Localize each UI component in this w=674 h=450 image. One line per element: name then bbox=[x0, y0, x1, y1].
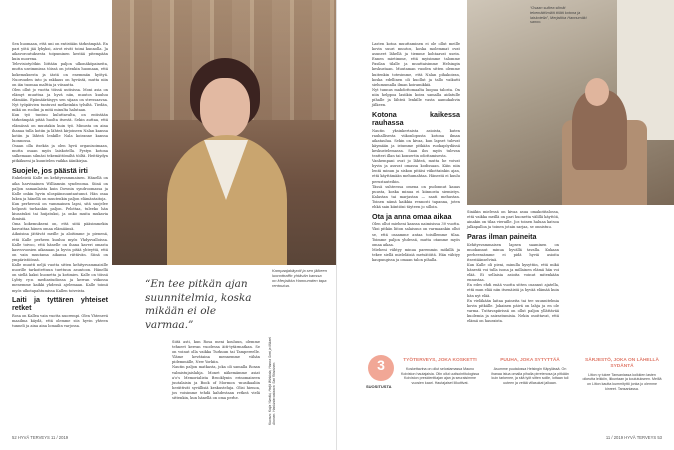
paragraph: Osaan olla itsekäs ja olen hyvä organisoimaan, mutta osaan myös laiskotella. Pystyn kotona sulkemaan silmäsi tekemättömiltä töiltä. Heittäydyn pitkäkseni ja kuuntelen vaikka äänikirjaa. bbox=[12, 143, 108, 164]
subheading: Kotona kaikessa rauhassa bbox=[372, 109, 460, 127]
paragraph: Kehitysvammaisen lapsen saaminen on muokannut minua hyvällä tavalla. Kukaan perheessämme ei pidä hyviä asioita itsestäänselvinä. bbox=[467, 242, 559, 262]
paragraph: Enkeleistä Kalle on kehitysvammainen. Hänellä on aika harvinainen Williamsin syndrooma. Siinä on paljon samanlaista kuin Downin syndroomassa ja Kalle onkin hyvin ulospäinsuuntautunut. Hän osaa lukea ja hänellä on muutenkin paljon elämäntaitoja. bbox=[12, 176, 108, 201]
recommendations-badge bbox=[368, 355, 394, 381]
paragraph: Siitä asti, kun Rosa meni kouluun, olemme tehneet kerran vuodessa äiti-tytärmatkan. Se on voinut olla vaikka Turkuun tai Tampereelle. Yläme kevätaina mennemme vähän pidemmälle, New Yorkiin. bbox=[172, 340, 260, 365]
tip-body: Asumme puutalossa Helsingin Käpylässä. On ihanaa istua omalla pihalla pirretenosa ja pitkään kuin tarkenee, ja sitä työt sitten soille, lottaan tuli uuteen ja vetää villasukat jalkaan. bbox=[491, 366, 569, 386]
badge-label: SUOSITUSTA bbox=[366, 384, 392, 389]
photo-caption-right: “Osaan sulkea silmät tekemättömiltä töiltä kotona ja laiskotella”, Merjaikka Hannumäki sanoo. bbox=[530, 6, 587, 25]
person-face-small bbox=[585, 78, 609, 106]
paragraph: Rosa on Kalleа vain vuotta nuorempi. Olen Yhtenevä maailma käydä, että olemme siis hyvin yhteen tunneli ja aina aina lomailin varjossa. bbox=[12, 314, 108, 329]
subheading: Ota ja anna omaa aikaa bbox=[372, 211, 452, 221]
tip-body: Liiton ry tukee Tansaniassa koikkien lasten oikeutta leikkiin, liikuntaan ja koulutukseen. Meillä on Liiton kautta kummityttö jonka jo olemme kinreet. Tansaniassa. bbox=[582, 372, 662, 391]
tip-item bbox=[400, 358, 480, 386]
tip-title: SÄRJESTÖ, JOKA ON LÄHELLÄ SYDÄNTÄ bbox=[585, 358, 659, 369]
subheading: Paras ilman paineita bbox=[467, 231, 537, 241]
page-footer-right: 11 / 2019 HYVÄ TERVEYS 53 bbox=[605, 435, 662, 440]
paragraph: Sen huomaan, että uni on entistään tärkeämpää. En pari yötä jää lyhyksi, aivot eivät toimi kunnolla. Ja aikavoroutuksesta toipuminen kestää pitempään kuin nuorena. bbox=[12, 42, 108, 62]
paragraph: Nautin yksinkertaista asioista, kuten rauhallisesta viikonlopusta kotona ilman aikataulua. Sekin on kivaa, kun lapset tulevat käymään ja istumme pitkään ruokapöydässä keskustelemassa. Saan ilos myös tulevan teatteri illan tai konsertin odottamisesta. bbox=[372, 128, 460, 159]
page-footer-left: 52 HYVÄ TERVEYS 11 / 2019 bbox=[12, 435, 69, 440]
paragraph: Tässä suhteessa omena on pudonnut kauas puusta, koska minua ei kiinnosta siemistys. Kalastan tai marjastan — saati mehustan. Toinen nämä kaikkia rennosti tapanna, joten ehkä sain kiintiöni täyteen jo silloin. bbox=[372, 184, 460, 210]
paragraph: Kun työ tuntuu kuluttavalta, on entistään tärkeämpää pitää huolta itsestä. Sekin auttaa, että elämässä on muutakin kuin työ. Minusta on aina ihanaa tulla kotiin ja lähteä kirjoineen Nalan kanssa kotiin ja lähteä lenkille Nala koiranne kanssa luonnossa. bbox=[12, 113, 108, 143]
paragraph: Nyt tunnus mahdottomaalta luopua talosta. On niin helppoa lasiikin koira samalla aidatulle pihalle ja lähteä lenkille vasta aamukahvin jälkeen. bbox=[372, 87, 460, 108]
paragraph: En edes ehdi enää vuotta sitten osannut ajatella, että mun elää niin itsenäistä ja hyvää elämää kuin hän nyt elää. bbox=[467, 283, 559, 298]
paragraph: Kun perheessä on vammainen lapsi, sitä suojelee helposti turhankin paljon. Pelottaa, tuleeko hän kiusatuksi tai huijatuksi, ja onko muita mukavia ihmisiä. bbox=[12, 201, 108, 222]
tip-title: PUUHA, JOKA SYTYTTÄÄ bbox=[500, 358, 560, 363]
photo-caption: Kampaajakäyntil ja sen jälkeen luonottraffic yhtävän kanssa on Merjaikka Hannumden tapa rentoutua. bbox=[272, 268, 327, 288]
portrait-photo bbox=[112, 0, 337, 265]
paragraph: Lasten kotoa muuttaminen ei ole ollut meille kovin suuri muutos, koska molemmat ovat asuneet lähellä ja tiemme kohtaavat usein. Ennen mietimme, että myisimme talomme Pasilan tilalle ja muuttaisimme Helsingin keskustaan. Muutaman vuoden sitten olemme kuitenkin totesimme, että Nalan pihakoiran, koska edellinen oli kuollut ja tallo vaikutti sielumumalla ilman koiramikkiä. bbox=[372, 42, 460, 87]
paragraph: Vanhempani ovat jo lähteä, mutta he voivat hyvin ja asuvat omassa kodissaan. Käin niin lentä minun ja siskon pitäisi viikottainkin ajan, että käyttämään mehumahtaa. Hänestä ei kuulu perustauteihin. bbox=[372, 159, 460, 184]
tip-item bbox=[490, 358, 570, 386]
paragraph: Aikuisina jättävät meille ja aloitimme jo pienenä, että Kalle perheen kuuluu myös Yhdysvalloissa. Kalle toivoo, että hänelle on ihana kaveri omasta kasvuvuosien aikanaan ja hyvin pitää yhteyttä, että on vain muutama aikansa riittävän. Siinä on ympäristöönsä. bbox=[12, 232, 108, 262]
tip-item bbox=[582, 358, 662, 392]
subheading: Laiti ja tyttären yhteiset retket bbox=[12, 295, 108, 313]
paragraph: Nautin paljon matkasta, joka oli samalla Rosan valmistujaislahja. Monet näkemämme asiat a'o's Memorialista Brooklynin erinomaiseen juutalaisin ja Book of Mormon -musikaaliin herättivät syvällisiä keskusteluja. Olisi hienoa, jos voisimme tehdä kahdestaan retkeä vielä sittenkin, kun hänellä on oma perhe. bbox=[172, 365, 260, 401]
paragraph: Kun Kalle oli pieni, minulla kysyttiin, että mikä hänestä voi tulla isona ja millainen elämä hän voi elää. Ei sellaisia asioita voinut mitenkään ennustaa. bbox=[467, 262, 559, 283]
badge-number: 3 bbox=[377, 357, 385, 373]
left-column-3 bbox=[172, 340, 260, 401]
paragraph: Olen ollut jo vuotta töissä uutisissa. Moni asia on elämyt muuttua ja hyvä niin, muutos kuuluu elämään. Epämääräisyys sen sijaan on stressaavaa. Nyt työpäivien tuntuvat melkeinkin tylsiltä. Tiedän, mikä on roolini ja mitä minulta halutaan. bbox=[12, 87, 108, 113]
tip-title: TYÖTERVEYS, JOKA KOSKETTI bbox=[403, 358, 477, 363]
paragraph: En vieläkään laitaa paineita tai tee suunnitelmia kovin pitkälle. Jokainen päivä on lahja ja en ole varma. Tuttavapiirissä on ollut paljon yllättävää kuolemia ja sairastumisia. Nekin osoittavat, että elämä on hauraista. bbox=[467, 298, 559, 323]
paragraph: Kalle muutti neljä vuotta sitten kehitysvammaisille nuorille tarkoitettuun tuettuun asuntoon. Hänellä on siellä kaksi huonetta ja kotimies. Kalle on töissä Lybty ry:n mediastudiossa ja kerran viikossa menemme kaikki yhdessä ajelemaan. Kalle toimii myös ulkotapahtumissa Kallen toiveista. bbox=[12, 263, 108, 293]
paragraph: Oma kokemukseni on, että siitä pääsimmekin kasvattaa hänen omaa elämäänsä. bbox=[12, 222, 108, 232]
paragraph: Mieheni vähtyy minua paremmin mökillä ja tekee siellä mieleläisiä metsätöitä. Hän vähtyy kaupungissa ja omaan talon pihalla. bbox=[372, 247, 460, 262]
left-column-1 bbox=[12, 42, 108, 329]
paragraph: Sinäkin mielessä on kivaa asua omakotitalossa, että vaikka meillä on pari huonetta välillä käyttöä, ainakin on tilaa vieraille. Jos toinen haluaa katsoa jalkapalloa ja toinen jotain sarjaa, se onnistuu. bbox=[467, 210, 559, 230]
tip-body: Koskettavina on ollut selostamassa Mauno Koiviston hautajaisia. Olin ollut uutisointitulogissa Koiviston presidenttiajan ajan ja seuraisimme vuosien kaari. Hautajaiset liikuttivat. bbox=[400, 366, 480, 386]
paragraph: Olen ollut mieheni kanssa naimisissa 30 vuotta. Yksi pitkän liiton salaisuus on varmaankin ollut se, että osaamme antaa toisillemme tilaa. Toimme paljon yhdessä, mutta otamme myös omaa aikaa. bbox=[372, 222, 460, 247]
subheading: Suojele, jos päästä irti bbox=[12, 165, 88, 175]
photo-credits: Kuvaus: Kaija Ylimäki, Heljä Wirkkala, Hanna Sorri ja Mikael Ahonen. Hankintavastaava: Sari Riisioinen. bbox=[268, 337, 276, 425]
right-column-2 bbox=[467, 210, 559, 324]
right-column-1 bbox=[372, 42, 460, 263]
pull-quote: “En tee pitkän ajan suunnitelmia, koska mikään ei ole varmaa.” bbox=[145, 278, 252, 331]
paragraph: Televisiotyötkin liittään paljon ulkonäköpaineita, mutta useimmissa töissä on jotenkin huomaan, että kokemuksesta ja iästä on enemmän hyötyä. Nuoruuden into ja rakkaus on hyvästä, mutta niin on iän tuomaa malttia ja viisautta. bbox=[12, 62, 108, 87]
person-face bbox=[200, 78, 250, 138]
room-photo bbox=[467, 0, 674, 205]
